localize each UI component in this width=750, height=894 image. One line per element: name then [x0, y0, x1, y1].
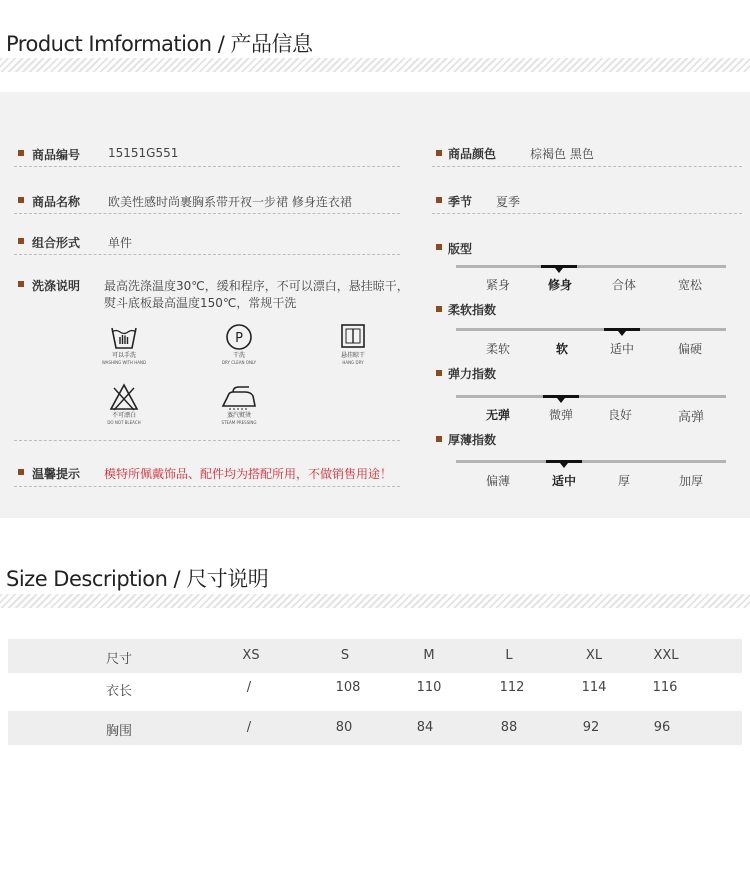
bullet-icon: [436, 197, 442, 203]
scale-pointer-icon: [557, 398, 565, 403]
size-cell: 胸围: [106, 724, 133, 739]
washing-text-line1: 最高洗涤温度30℃，缓和程序，不可以漂白，悬挂晾干，: [104, 279, 409, 293]
care-label-en: DRY CLEAN ONLY: [221, 360, 257, 365]
scale-track: [456, 460, 726, 463]
bullet-icon: [18, 238, 24, 244]
scale-label: 柔软指数: [448, 303, 497, 317]
scale-track: [456, 328, 726, 331]
scale-label: 版型: [448, 242, 473, 256]
scale-label: 厚薄指数: [448, 433, 497, 447]
care-label-en: HANG DRY: [342, 360, 364, 365]
steam-iron-icon: [219, 382, 259, 412]
table-row: [8, 673, 742, 707]
bullet-icon: [436, 150, 442, 156]
care-label: 蒸汽熨烫: [226, 412, 251, 419]
hand-wash-icon: [109, 322, 139, 352]
scale-pointer-icon: [555, 268, 563, 273]
size-cell: 88: [500, 720, 518, 735]
scale-option: 宽松: [677, 278, 703, 292]
scale-option: 厚: [617, 474, 631, 488]
scale-option: 偏薄: [485, 474, 511, 488]
scale-option-selected: 修身: [547, 278, 573, 292]
size-cell: 96: [653, 720, 671, 735]
size-header-cell: S: [340, 648, 350, 663]
size-cell: /: [246, 720, 252, 735]
name-value: 欧美性感时尚裹胸系带开衩一步裙 修身连衣裙: [108, 195, 352, 209]
size-cell: 114: [581, 680, 607, 695]
season-label: 季节: [448, 195, 473, 209]
size-cell: 84: [416, 720, 434, 735]
bullet-icon: [18, 197, 24, 203]
size-header-cell: XS: [242, 648, 260, 663]
color-value: 棕褐色 黑色: [530, 147, 594, 161]
size-cell: 92: [582, 720, 600, 735]
size-cell: 110: [416, 680, 442, 695]
scale-track: [456, 265, 726, 268]
row-divider: [14, 166, 400, 167]
scale-pointer-icon: [560, 463, 568, 468]
line-dry-icon: [338, 322, 368, 352]
bullet-icon: [18, 281, 24, 287]
product-info-title: Product Imformation / 产品信息: [6, 32, 313, 56]
bullet-icon: [436, 306, 442, 312]
code-label: 商品编号: [32, 148, 81, 162]
scale-option-selected: 适中: [551, 474, 577, 488]
washing-label: 洗涤说明: [32, 279, 81, 293]
size-header-cell: M: [423, 648, 435, 663]
row-divider: [14, 486, 400, 487]
size-cell: 116: [652, 680, 678, 695]
size-description-title: Size Description / 尺寸说明: [6, 567, 269, 591]
care-label: 不可漂白: [111, 412, 136, 419]
size-cell: /: [246, 680, 252, 695]
scale-option: 合体: [611, 278, 637, 292]
size-cell: 衣长: [106, 684, 133, 699]
row-divider: [432, 166, 742, 167]
name-label: 商品名称: [32, 195, 81, 209]
product-info-panel: [0, 92, 750, 518]
scale-option-selected: 微弹: [548, 408, 574, 422]
size-header-row: [8, 639, 742, 673]
composition-label: 组合形式: [32, 236, 81, 250]
scale-option: 无弹: [485, 408, 511, 422]
care-label-en: DO NOT BLEACH: [107, 420, 141, 425]
scale-option: 偏硬: [677, 342, 703, 356]
scale-option: 高弹: [677, 410, 705, 425]
color-label: 商品颜色: [448, 147, 497, 161]
row-divider: [14, 213, 400, 214]
hatch-divider: [0, 58, 750, 72]
scale-label: 弹力指数: [448, 367, 497, 381]
care-no-bleach: [97, 382, 151, 440]
bullet-icon: [18, 469, 24, 475]
code-value: 15151G551: [108, 146, 179, 160]
scale-option: 良好: [607, 408, 633, 422]
scale-track: [456, 395, 726, 398]
bullet-icon: [436, 244, 442, 250]
scale-option: 加厚: [678, 474, 704, 488]
bullet-icon: [436, 370, 442, 376]
care-label: 悬挂晾干: [340, 352, 365, 359]
care-steam-iron: [212, 382, 266, 440]
care-line-dry: [326, 322, 380, 380]
size-header-cell: 尺寸: [106, 652, 133, 667]
scale-option: 紧身: [485, 278, 511, 292]
bullet-icon: [18, 150, 24, 156]
bullet-icon: [436, 436, 442, 442]
dry-clean-icon: [224, 322, 254, 352]
hatch-divider: [0, 594, 750, 608]
table-row: [8, 711, 742, 745]
size-cell: 108: [335, 680, 361, 695]
size-header-cell: L: [505, 648, 513, 663]
scale-option-selected: 适中: [609, 342, 635, 356]
composition-value: 单件: [108, 236, 133, 250]
care-label: 干洗: [232, 352, 245, 359]
row-divider: [432, 213, 742, 214]
season-value: 夏季: [496, 195, 521, 209]
size-header-cell: XXL: [653, 648, 679, 663]
notice-text: 模特所佩戴饰品、配件均为搭配所用，不做销售用途！: [104, 467, 393, 481]
care-label: 可以手洗: [111, 352, 136, 359]
no-bleach-icon: [109, 382, 139, 412]
notice-label: 温馨提示: [32, 467, 81, 481]
washing-text-line2: 熨斗底板最高温度150℃，常规干洗: [104, 296, 297, 310]
size-header-cell: XL: [585, 648, 603, 663]
care-dry-clean: [212, 322, 266, 380]
scale-pointer-icon: [618, 331, 626, 336]
svg-text:P: P: [235, 331, 243, 346]
care-hand-wash: [97, 322, 151, 380]
size-cell: 112: [499, 680, 525, 695]
care-label-en: STEAM PRESSING: [221, 420, 257, 425]
row-divider: [14, 254, 400, 255]
row-divider: [14, 440, 400, 441]
size-cell: 80: [335, 720, 353, 735]
scale-option: 软: [555, 342, 569, 356]
scale-option: 柔软: [485, 342, 511, 356]
care-label-en: WASHING WITH HAND: [101, 360, 147, 365]
